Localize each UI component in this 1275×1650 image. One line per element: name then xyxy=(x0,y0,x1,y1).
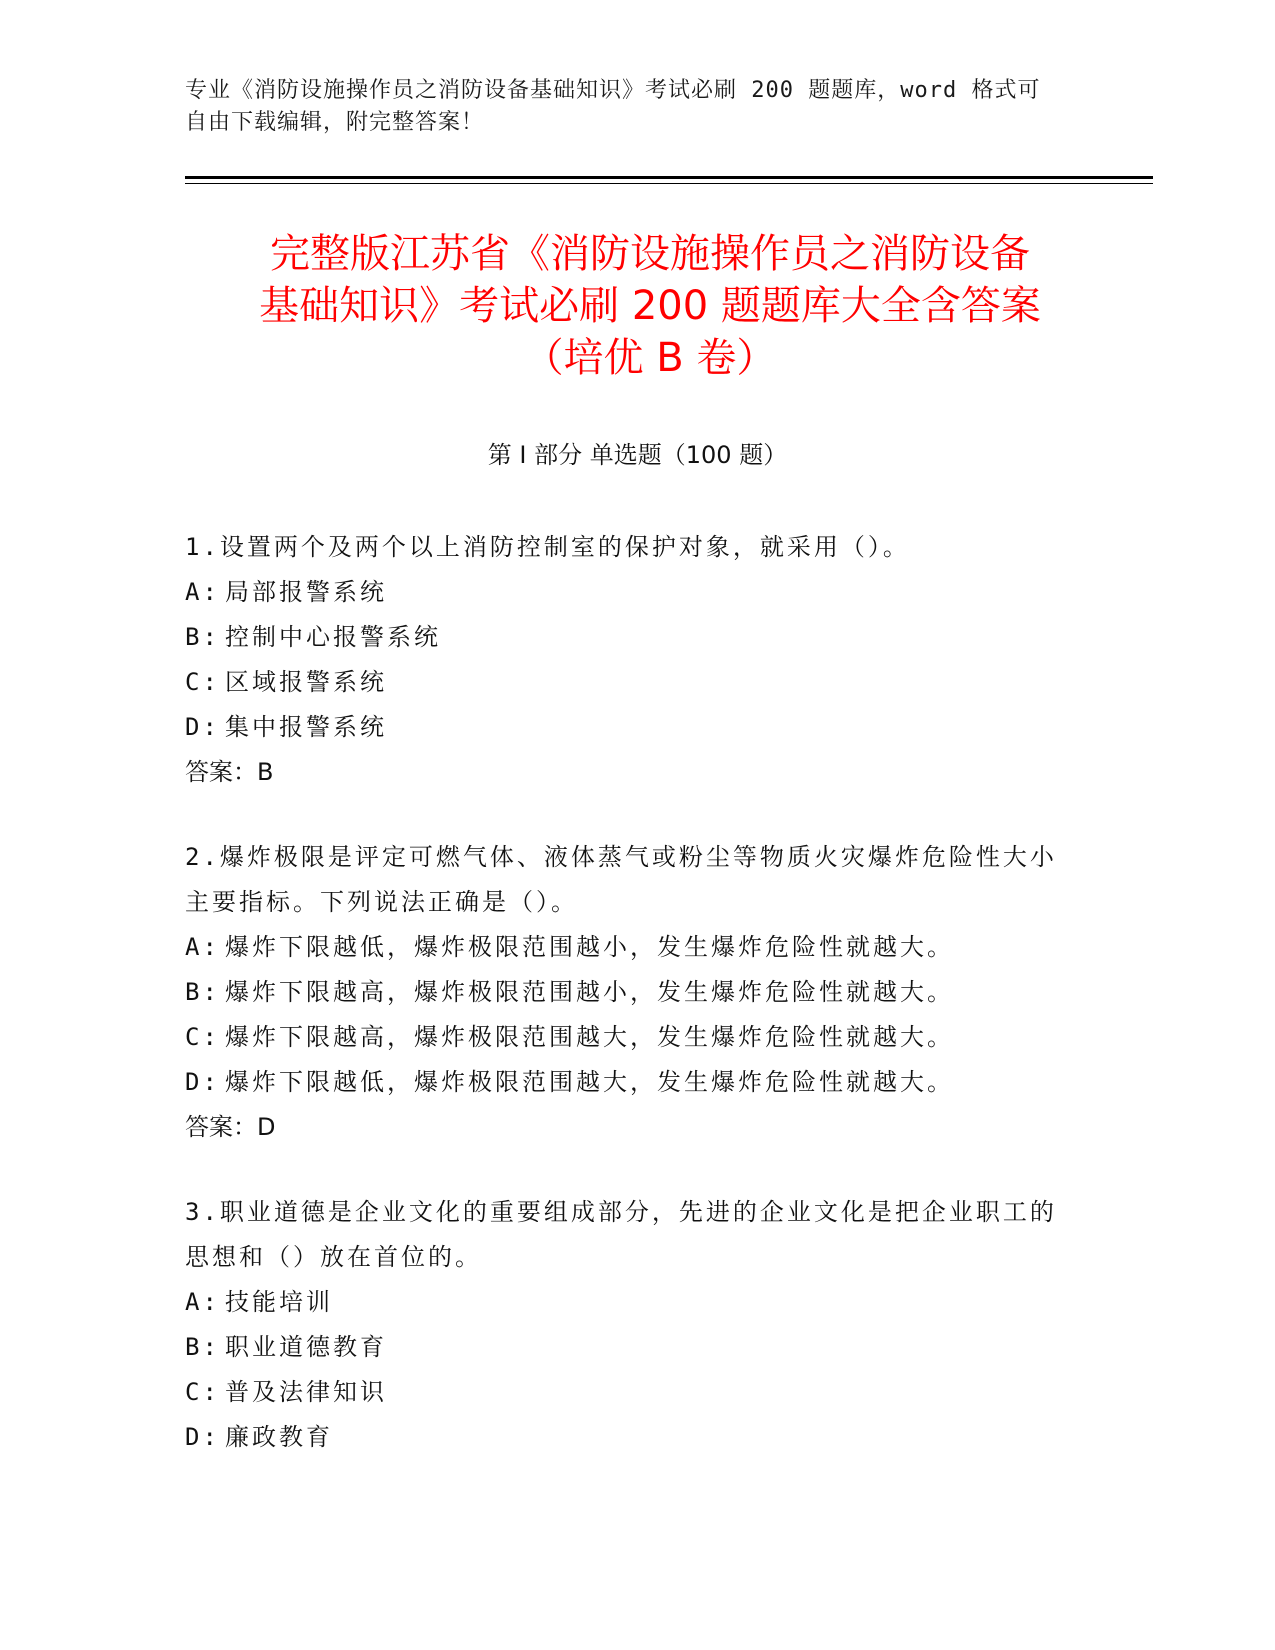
question-2 xyxy=(185,835,1065,1150)
option-text: 技能培训 xyxy=(225,1288,333,1316)
option-d xyxy=(185,1060,1065,1105)
question-3 xyxy=(185,1190,1065,1460)
option-letter: A: xyxy=(185,933,220,961)
option-letter: D: xyxy=(185,713,220,741)
option-c xyxy=(185,1015,1065,1060)
answer: 答案：D xyxy=(185,1113,276,1141)
option-letter: D: xyxy=(185,1068,220,1096)
document-title xyxy=(150,228,1150,384)
option-text: 区域报警系统 xyxy=(225,668,387,696)
option-a xyxy=(185,570,1065,615)
option-b xyxy=(185,1325,1065,1370)
option-letter: C: xyxy=(185,1378,220,1406)
title-line-2: 基础知识》考试必刷 200 题题库大全含答案 xyxy=(259,283,1041,329)
header-note xyxy=(185,75,1085,139)
option-text: 控制中心报警系统 xyxy=(225,623,441,651)
option-text: 爆炸下限越高，爆炸极限范围越小，发生爆炸危险性就越大。 xyxy=(225,978,954,1006)
question-stem: 2.爆炸极限是评定可燃气体、液体蒸气或粉尘等物质火灾爆炸危险性大小主要指标。下列说法正确是（）。 xyxy=(185,843,1057,916)
option-b xyxy=(185,615,1065,660)
header-note-line-2: 自由下载编辑，附完整答案！ xyxy=(185,110,485,135)
option-a xyxy=(185,925,1065,970)
option-letter: B: xyxy=(185,623,220,651)
option-letter: C: xyxy=(185,668,220,696)
title-line-3: （培优 B 卷） xyxy=(523,335,777,381)
question-list xyxy=(185,525,1065,1500)
option-text: 普及法律知识 xyxy=(225,1378,387,1406)
option-text: 局部报警系统 xyxy=(225,578,387,606)
header-rule-thick xyxy=(185,176,1153,179)
option-letter: B: xyxy=(185,1333,220,1361)
question-stem: 1.设置两个及两个以上消防控制室的保护对象，就采用（）。 xyxy=(185,533,910,561)
option-text: 爆炸下限越低，爆炸极限范围越大，发生爆炸危险性就越大。 xyxy=(225,1068,954,1096)
option-text: 爆炸下限越高，爆炸极限范围越大，发生爆炸危险性就越大。 xyxy=(225,1023,954,1051)
option-text: 职业道德教育 xyxy=(225,1333,387,1361)
section-title: 第 I 部分 单选题（100 题） xyxy=(487,441,788,469)
option-d xyxy=(185,705,1065,750)
option-c xyxy=(185,1370,1065,1415)
option-letter: D: xyxy=(185,1423,220,1451)
option-d xyxy=(185,1415,1065,1460)
option-letter: C: xyxy=(185,1023,220,1051)
question-1 xyxy=(185,525,1065,795)
title-line-1: 完整版江苏省《消防设施操作员之消防设备 xyxy=(270,231,1030,277)
answer: 答案：B xyxy=(185,758,274,786)
question-stem: 3.职业道德是企业文化的重要组成部分，先进的企业文化是把企业职工的思想和（）放在首位的。 xyxy=(185,1198,1057,1271)
option-letter: A: xyxy=(185,578,220,606)
header-note-line-1: 专业《消防设施操作员之消防设备基础知识》考试必刷 200 题题库，word 格式可 xyxy=(185,78,1041,103)
header-rule-thin xyxy=(185,183,1153,184)
option-text: 爆炸下限越低，爆炸极限范围越小，发生爆炸危险性就越大。 xyxy=(225,933,954,961)
option-c xyxy=(185,660,1065,705)
option-letter: B: xyxy=(185,978,220,1006)
option-a xyxy=(185,1280,1065,1325)
option-b xyxy=(185,970,1065,1015)
option-text: 集中报警系统 xyxy=(225,713,387,741)
option-text: 廉政教育 xyxy=(225,1423,333,1451)
option-letter: A: xyxy=(185,1288,220,1316)
